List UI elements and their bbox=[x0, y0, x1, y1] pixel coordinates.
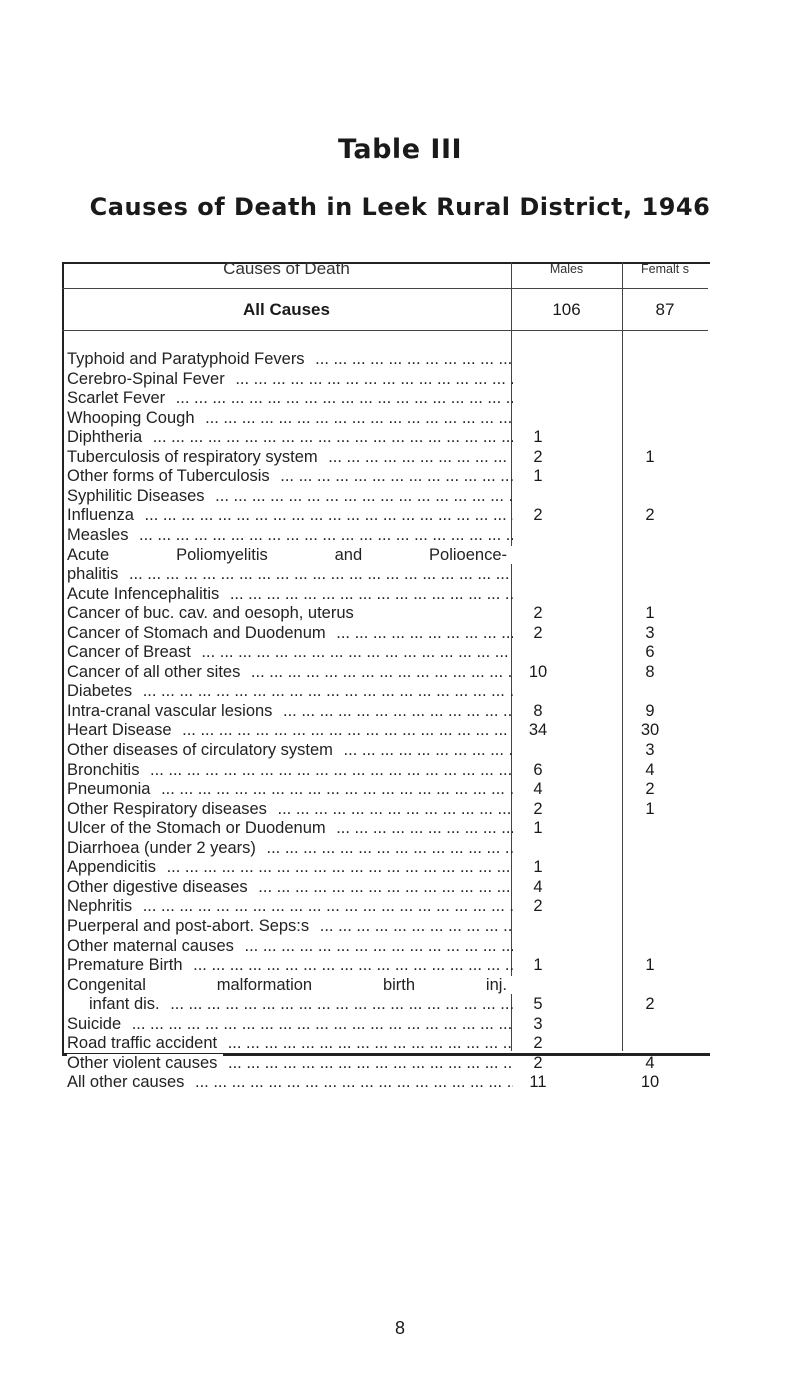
table-row bbox=[0, 388, 800, 408]
cause-text: Typhoid and Paratyphoid Fevers bbox=[67, 350, 311, 368]
table-row bbox=[0, 1072, 800, 1092]
cause-label bbox=[67, 642, 513, 662]
cause-text: Other Respiratory diseases bbox=[67, 800, 273, 818]
cause-label bbox=[67, 564, 513, 584]
males-value: 2 bbox=[533, 1034, 543, 1053]
cause-text: Cancer of buc. cav. and oesoph, uterus bbox=[67, 604, 360, 622]
cause-label bbox=[67, 427, 513, 447]
cause-label bbox=[67, 584, 513, 604]
cause-label bbox=[67, 349, 513, 369]
table-row bbox=[0, 818, 800, 838]
males-value: 1 bbox=[533, 467, 543, 486]
table-row bbox=[0, 603, 800, 623]
cause-text: Cancer of Stomach and Duodenum bbox=[67, 624, 332, 642]
table-row bbox=[0, 1033, 800, 1053]
header-females: Femalt s bbox=[641, 262, 689, 276]
table-row bbox=[0, 369, 800, 389]
all-causes-males: 106 bbox=[552, 300, 581, 319]
females-value: 30 bbox=[640, 721, 660, 740]
table-row bbox=[0, 486, 800, 506]
cause-text: Syphilitic Diseases bbox=[67, 487, 211, 505]
cause-text: Influenza bbox=[67, 506, 140, 524]
table-row bbox=[0, 740, 800, 760]
cause-label bbox=[67, 975, 513, 995]
table-row bbox=[0, 857, 800, 877]
table-row bbox=[0, 975, 800, 995]
table-row bbox=[0, 642, 800, 662]
cause-text: Heart Disease bbox=[67, 721, 178, 739]
cause-text: Other digestive diseases bbox=[67, 878, 254, 896]
females-value: 6 bbox=[645, 643, 655, 662]
header-causes-of-death: Causes of Death bbox=[223, 259, 350, 278]
males-value: 2 bbox=[533, 506, 543, 525]
table-row bbox=[0, 505, 800, 525]
cause-label bbox=[67, 603, 513, 623]
cause-text: Cancer of Breast bbox=[67, 643, 197, 661]
females-value: 1 bbox=[645, 799, 655, 818]
cause-label bbox=[67, 701, 513, 721]
cause-label bbox=[67, 525, 513, 545]
males-value: 3 bbox=[533, 1014, 543, 1033]
table-row bbox=[0, 936, 800, 956]
table-row bbox=[0, 427, 800, 447]
females-value: 10 bbox=[640, 1073, 660, 1092]
cause-text: Congenital malformation birth inj. bbox=[67, 976, 513, 994]
cause-label bbox=[67, 408, 513, 428]
cause-text: Whooping Cough bbox=[67, 409, 201, 427]
cause-text: Diabetes bbox=[67, 682, 138, 700]
cause-label bbox=[67, 760, 513, 780]
cause-text: Diphtheria bbox=[67, 428, 148, 446]
females-value: 1 bbox=[645, 956, 655, 975]
males-value: 2 bbox=[533, 897, 543, 916]
males-value: 6 bbox=[533, 760, 543, 779]
table-row bbox=[0, 896, 800, 916]
cause-label bbox=[67, 838, 513, 858]
cause-label bbox=[67, 1033, 513, 1053]
cause-text: phalitis bbox=[67, 565, 124, 583]
cause-text: Puerperal and post-abort. Seps:s bbox=[67, 917, 315, 935]
cause-text: Diarrhoea (under 2 years) bbox=[67, 839, 262, 857]
cause-label bbox=[67, 681, 513, 701]
cause-label bbox=[67, 1053, 513, 1073]
females-value: 2 bbox=[645, 780, 655, 799]
females-value: 1 bbox=[645, 604, 655, 623]
males-value: 2 bbox=[533, 447, 543, 466]
cause-text: Other forms of Tuberculosis bbox=[67, 467, 276, 485]
cause-label bbox=[67, 818, 513, 838]
cause-text: Scarlet Fever bbox=[67, 389, 171, 407]
cause-label bbox=[67, 447, 513, 467]
cause-text: Cerebro-Spinal Fever bbox=[67, 370, 231, 388]
cause-text: All other causes bbox=[67, 1073, 190, 1091]
cause-text: Acute Poliomyelitis and Polioence- bbox=[67, 546, 513, 564]
cause-label bbox=[67, 779, 513, 799]
females-value: 3 bbox=[645, 623, 655, 642]
cause-label bbox=[67, 662, 513, 682]
females-value: 9 bbox=[645, 701, 655, 720]
all-causes-females: 87 bbox=[655, 300, 675, 319]
table-row bbox=[0, 916, 800, 936]
table-row bbox=[0, 799, 800, 819]
table-row bbox=[0, 877, 800, 897]
cause-text: Acute Infencephalitis bbox=[67, 585, 225, 603]
males-value: 8 bbox=[533, 701, 543, 720]
cause-text: Other maternal causes bbox=[67, 937, 240, 955]
females-value: 2 bbox=[645, 506, 655, 525]
cause-label bbox=[67, 1014, 513, 1034]
cause-text: Ulcer of the Stomach or Duodenum bbox=[67, 819, 332, 837]
table-row bbox=[0, 994, 800, 1014]
table-row bbox=[0, 681, 800, 701]
cause-label bbox=[67, 369, 513, 389]
table-row bbox=[0, 838, 800, 858]
table-row bbox=[0, 1053, 800, 1073]
all-causes-label: All Causes bbox=[243, 300, 330, 319]
males-value: 2 bbox=[533, 604, 543, 623]
cause-text: Premature Birth bbox=[67, 956, 189, 974]
table-row bbox=[0, 1014, 800, 1034]
table-row bbox=[0, 720, 800, 740]
cause-text: infant dis. bbox=[89, 995, 166, 1013]
males-value: 4 bbox=[533, 780, 543, 799]
cause-label bbox=[67, 877, 513, 897]
header-males: Males bbox=[549, 262, 584, 276]
cause-label bbox=[67, 994, 513, 1014]
page-number: 8 bbox=[394, 1318, 405, 1338]
cause-text: Nephritis bbox=[67, 897, 138, 915]
cause-text: Other violent causes bbox=[67, 1054, 223, 1072]
males-value: 10 bbox=[528, 662, 548, 681]
table-row bbox=[0, 955, 800, 975]
table-row bbox=[0, 623, 800, 643]
cause-label bbox=[67, 388, 513, 408]
table-row bbox=[0, 779, 800, 799]
cause-text: Other diseases of circulatory system bbox=[67, 741, 339, 759]
males-value: 4 bbox=[533, 877, 543, 896]
cause-text: Suicide bbox=[67, 1015, 127, 1033]
cause-label bbox=[67, 936, 513, 956]
males-value: 2 bbox=[533, 623, 543, 642]
cause-label bbox=[67, 896, 513, 916]
cause-text: Tuberculosis of respiratory system bbox=[67, 448, 324, 466]
cause-label bbox=[67, 1072, 513, 1092]
cause-label bbox=[67, 799, 513, 819]
cause-text: Road traffic accident bbox=[67, 1034, 223, 1052]
table-row bbox=[0, 525, 800, 545]
table-row bbox=[0, 584, 800, 604]
table-row bbox=[0, 466, 800, 486]
table-row bbox=[0, 349, 800, 369]
table-row bbox=[0, 545, 800, 565]
females-value: 3 bbox=[645, 741, 655, 759]
table-row bbox=[0, 447, 800, 467]
cause-label bbox=[67, 857, 513, 877]
cause-text: Measles bbox=[67, 526, 134, 544]
cause-text: Appendicitis bbox=[67, 858, 162, 876]
cause-text: Cancer of all other sites bbox=[67, 663, 246, 681]
cause-label bbox=[67, 505, 513, 525]
females-value: 4 bbox=[645, 1053, 655, 1072]
table-title: Table III bbox=[337, 134, 463, 165]
males-value: 1 bbox=[533, 956, 543, 975]
cause-label bbox=[67, 916, 513, 936]
cause-label bbox=[67, 740, 513, 760]
males-value: 5 bbox=[533, 995, 543, 1014]
table-row bbox=[0, 408, 800, 428]
table-row bbox=[0, 760, 800, 780]
males-value: 1 bbox=[533, 428, 543, 447]
females-value: 1 bbox=[645, 447, 655, 466]
cause-text: Pneumonia bbox=[67, 780, 156, 798]
males-value: 34 bbox=[528, 721, 548, 740]
table-row bbox=[0, 564, 800, 584]
table-subtitle: Causes of Death in Leek Rural District, 1946 bbox=[89, 193, 711, 221]
males-value: 11 bbox=[529, 1073, 547, 1092]
table-row bbox=[0, 701, 800, 721]
cause-label bbox=[67, 466, 513, 486]
header-divider bbox=[62, 288, 708, 289]
males-value: 1 bbox=[533, 858, 543, 877]
females-value: 4 bbox=[645, 760, 655, 779]
females-value: 2 bbox=[645, 995, 655, 1014]
males-value: 1 bbox=[533, 819, 543, 838]
cause-label bbox=[67, 720, 513, 740]
cause-label bbox=[67, 955, 513, 975]
males-value: 2 bbox=[533, 1053, 543, 1072]
cause-label bbox=[67, 545, 513, 565]
females-value: 8 bbox=[645, 662, 655, 681]
all-causes-divider bbox=[62, 330, 708, 331]
cause-text: Intra-cranal vascular lesions bbox=[67, 702, 278, 720]
cause-label bbox=[67, 486, 513, 506]
cause-text: Bronchitis bbox=[67, 761, 145, 779]
males-value: 2 bbox=[533, 799, 543, 818]
table-row bbox=[0, 662, 800, 682]
cause-label bbox=[67, 623, 513, 643]
